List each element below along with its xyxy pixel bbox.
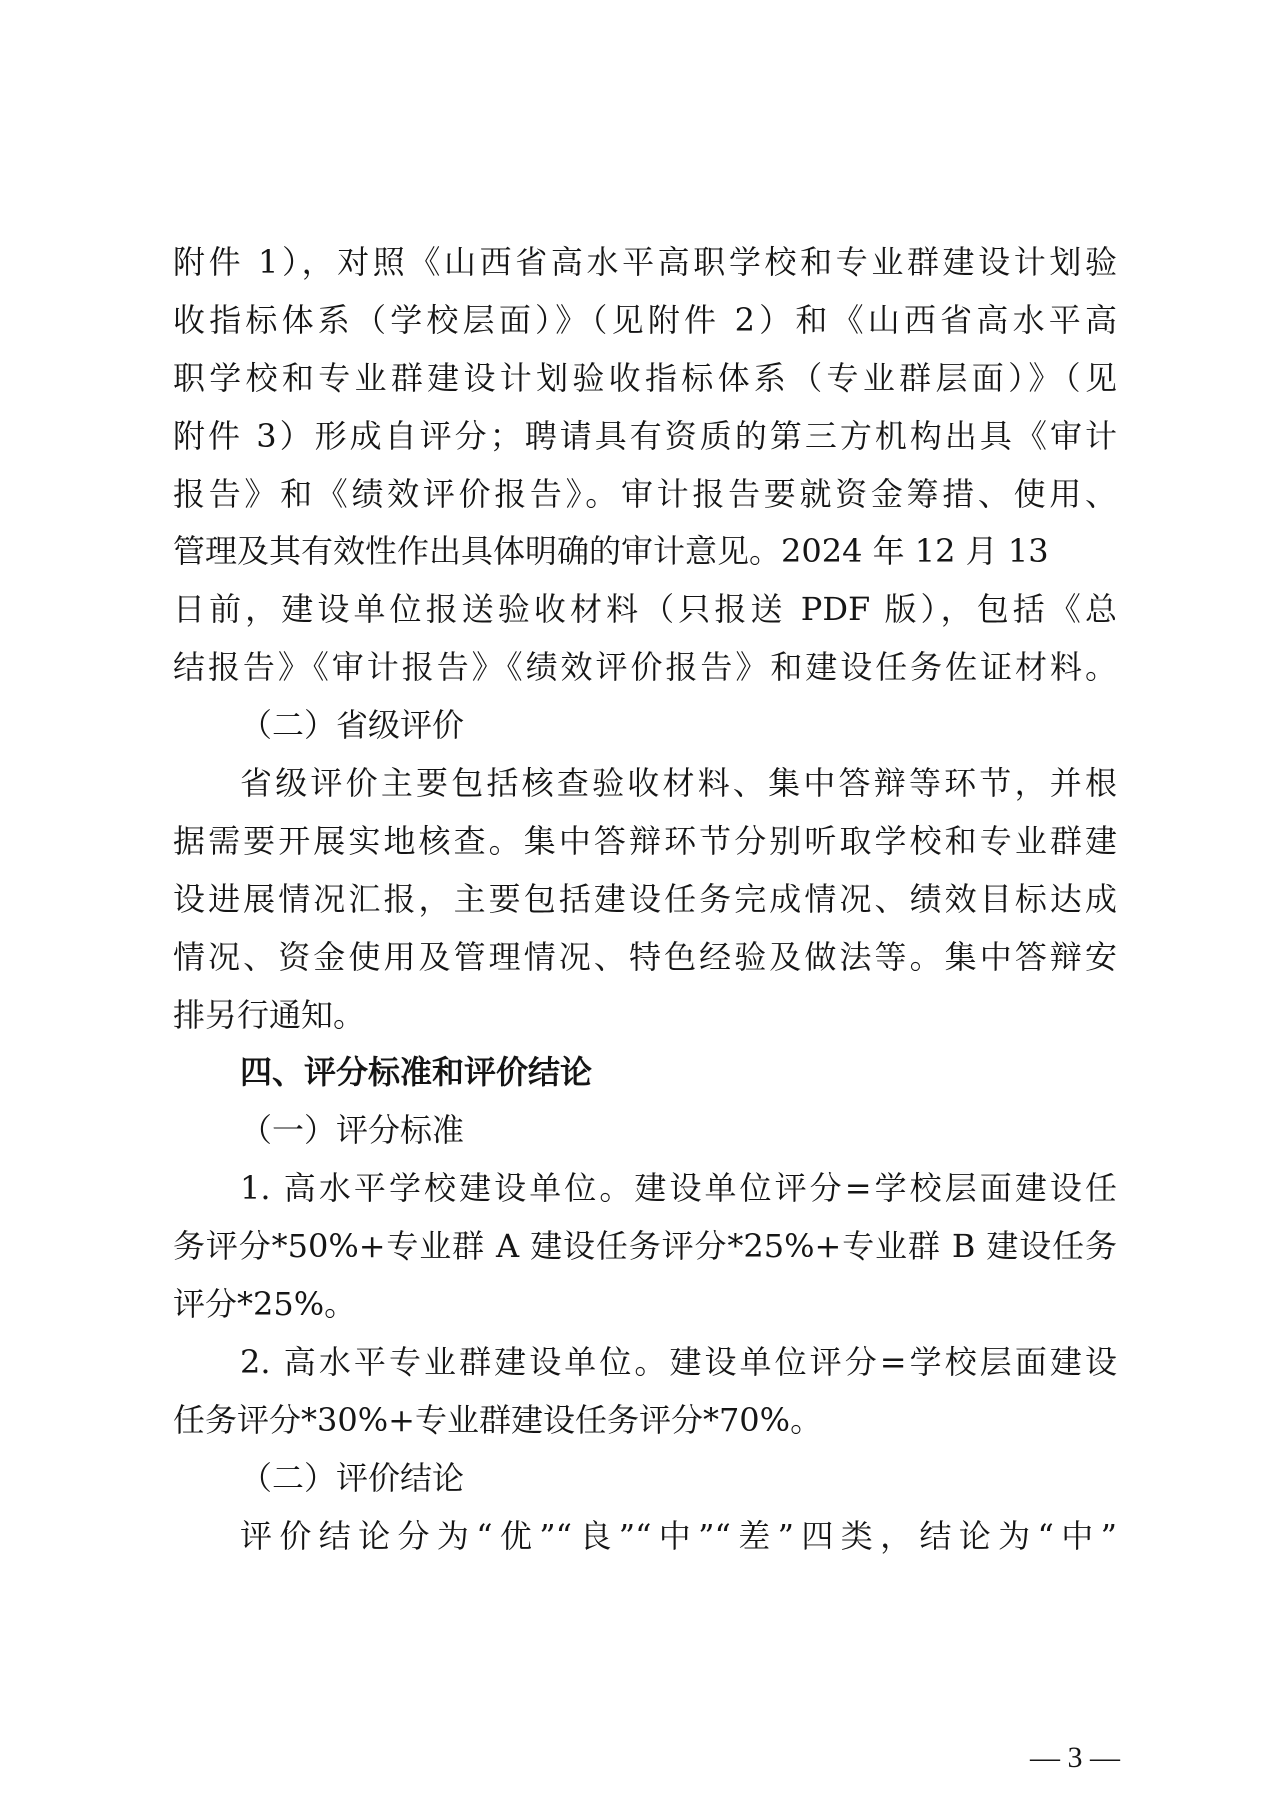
- section-heading: 四、评分标准和评价结论: [240, 1053, 593, 1092]
- paragraph-line: 2. 高水平专业群建设单位。建设单位评分=学校层面建设: [240, 1342, 1117, 1381]
- paragraph-line: 管理及其有效性作出具体明确的审计意见。2024 年 12 月 13: [173, 532, 1049, 571]
- paragraph-line: 职学校和专业群建设计划验收指标体系（专业群层面）》（见: [173, 358, 1117, 397]
- paragraph-line: 评分*25%。: [173, 1285, 357, 1324]
- paragraph-line: 排另行通知。: [173, 995, 366, 1034]
- paragraph-line: 省级评价主要包括核查验收材料、集中答辩等环节，并根: [240, 764, 1117, 803]
- paragraph-line: 日前，建设单位报送验收材料（只报送 PDF 版），包括《总: [173, 590, 1117, 629]
- paragraph-line: 务评分*50%+专业群 A 建设任务评分*25%+专业群 B 建设任务: [173, 1227, 1117, 1266]
- paragraph-line: 任务评分*30%+专业群建设任务评分*70%。: [173, 1400, 823, 1439]
- paragraph-line: 据需要开展实地核查。集中答辩环节分别听取学校和专业群建: [173, 821, 1117, 860]
- paragraph-line: 情况、资金使用及管理情况、特色经验及做法等。集中答辩安: [173, 937, 1117, 976]
- subsection-heading: （二）评价结论: [240, 1458, 465, 1497]
- subsection-heading: （一）评分标准: [240, 1111, 465, 1150]
- document-body: [173, 234, 1117, 1565]
- paragraph: [173, 1160, 1117, 1334]
- paragraph-line: 附件 3）形成自评分；聘请具有资质的第三方机构出具《审计: [173, 416, 1117, 455]
- paragraph-line: 设进展情况汇报，主要包括建设任务完成情况、绩效目标达成: [173, 879, 1117, 918]
- subsection-heading: （二）省级评价: [240, 706, 465, 745]
- paragraph: [173, 755, 1117, 1044]
- paragraph: [173, 1508, 1117, 1566]
- paragraph-line: 附件 1），对照《山西省高水平高职学校和专业群建设计划验: [173, 243, 1117, 281]
- paragraph: [173, 1334, 1117, 1450]
- paragraph-line: 报告》和《绩效评价报告》。审计报告要就资金筹措、使用、: [173, 474, 1117, 513]
- paragraph-line: 1. 高水平学校建设单位。建设单位评分=学校层面建设任: [240, 1169, 1117, 1208]
- paragraph-line: 评价结论分为“优”“良”“中”“差”四类，结论为“中”: [240, 1516, 1117, 1555]
- paragraph-line: 结报告》《审计报告》《绩效评价报告》和建设任务佐证材料。: [173, 648, 1117, 687]
- paragraph: [173, 234, 1117, 697]
- paragraph-line: 收指标体系（学校层面）》（见附件 2）和《山西省高水平高: [173, 300, 1117, 339]
- page-number: — 3 —: [1030, 1741, 1120, 1774]
